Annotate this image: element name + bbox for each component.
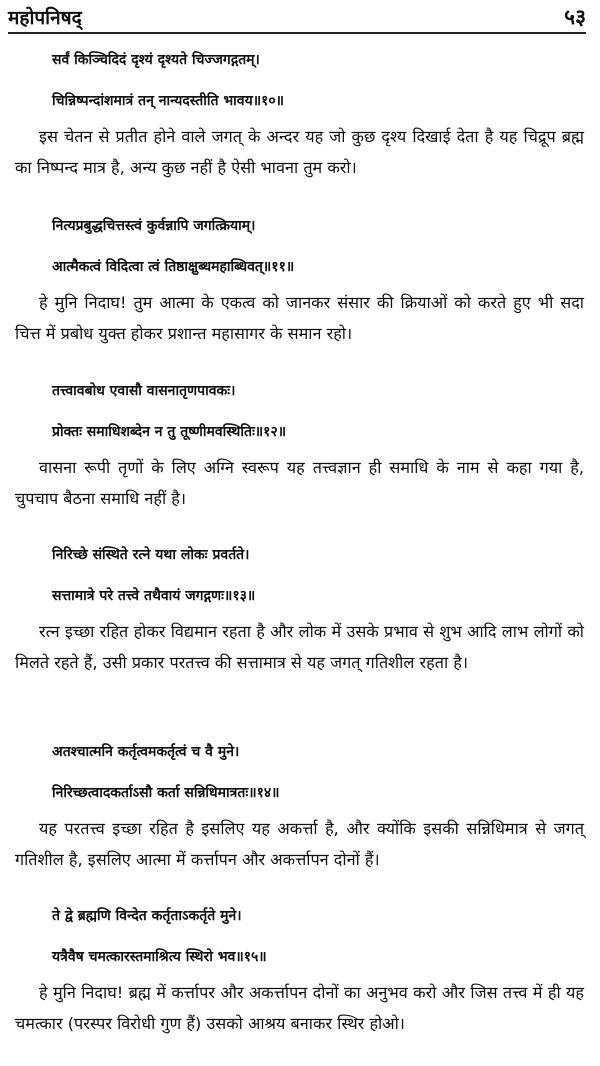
translation [0, 122, 600, 183]
verse-line: सत्तामात्रे परे तत्त्वे तथैवायं जगद्गणः॥१३॥ [52, 588, 256, 604]
verse-line: तत्त्वावबोध एवासौ वासनातृणपावकः। [52, 383, 236, 399]
verse-line: निरिच्छे संस्थिते रत्ने यथा लोकः प्रवर्तते। [52, 547, 250, 563]
verse-line: आत्मैकत्वं विदित्वा त्वं तिष्ठाक्षुब्धमहाब्धिवत्॥११॥ [52, 259, 295, 275]
translation [0, 453, 600, 514]
verse-line: अतश्चात्मनि कर्तृत्वमकर्तृत्वं च वै मुने। [52, 744, 240, 760]
translation [0, 814, 600, 875]
translation-first-line: हे मुनि निदाघ! ब्रह्म में कर्त्तापर और अकर्त्तापन दोनों का अनुभव करो और [39, 983, 465, 1002]
translation [0, 617, 600, 678]
translation-first-line: रत्न इच्छा रहित होकर विद्यमान रहता है और लोक में उसके प्रभाव से शुभ [39, 622, 462, 641]
translation-continuation: आदि लाभ लोगों को मिलते रहते हैं, उसी प्रकार परतत्त्व की सत्तामात्र से यह जगत् गतिशील रहता है। [15, 622, 584, 672]
translation-first-line: हे मुनि निदाघ! तुम आत्मा के एकत्व को जानकर संसार की क्रियाओं को [39, 293, 471, 312]
verse-section-12 [0, 371, 600, 514]
verse-section-14 [0, 732, 600, 875]
translation-continuation: करते हुए भी सदा चित्त में प्रबोध युक्त होकर प्रशान्त महासागर के समान रहो। [15, 293, 584, 343]
verse-line: प्रोक्तः समाधिशब्देन न तु तूष्णीमवस्थितिः॥१२॥ [52, 424, 287, 440]
verse-line: चिन्निष्पन्दांशमात्रं तन् नान्यदस्तीति भावय॥१०॥ [52, 93, 285, 109]
verse-section-10 [0, 40, 600, 183]
verse-line: यत्रैवैष चमत्कारस्तमाश्रित्य स्थिरो भव॥१५॥ [52, 949, 267, 965]
translation-continuation: सन्निधिमात्र से जगत् गतिशील है, इसलिए आत्मा में कर्त्तापन और अकर्त्तापन दोनों हैं। [15, 819, 584, 869]
book-title: महोपनिषद् [8, 7, 82, 29]
verse-line: सर्वं किञ्चिदिदं दृश्यं दृश्यते चिज्जगद्गतम्। [52, 52, 260, 68]
translation-first-line: इस चेतन से प्रतीत होने वाले जगत् के अन्दर यह जो कुछ दृश्य दिखाई देता [39, 127, 479, 146]
translation-continuation: जिस तत्त्व में ही यह चमत्कार (परस्पर विरोधी गुण हैं) उसको आश्रय बनाकर स्थिर होओ। [15, 983, 585, 1033]
translation [0, 288, 600, 349]
page-number: ५३ [564, 5, 586, 29]
verse-section-15 [0, 896, 600, 1039]
verse-section-13 [0, 535, 600, 678]
verse-line: निरिच्छत्वादकर्ताऽसौ कर्ता सन्निधिमात्रतः॥१४॥ [52, 785, 280, 801]
verse-section-11 [0, 206, 600, 349]
translation-first-line: वासना रूपी तृणों के लिए अग्नि स्वरूप यह तत्त्वज्ञान ही समाधि के नाम से [39, 458, 499, 477]
translation-first-line: यह परतत्त्व इच्छा रहित है इसलिए यह अकर्त्ता है, और क्योंकि इसकी [39, 819, 459, 838]
translation-continuation: कहा गया है, चुपचाप बैठना समाधि नहीं है। [15, 458, 584, 508]
verse-line: ते द्वे ब्रह्मणि विन्देत कर्तृताऽकर्तृते मुने। [52, 908, 242, 924]
page-header [8, 2, 586, 34]
verse-line: नित्यप्रबुद्धचित्तस्त्वं कुर्वन्नापि जगत्क्रियाम्। [52, 218, 256, 234]
translation-continuation: है यह चिद्रूप ब्रह्म का निष्पन्द मात्र है, अन्य कुछ नहीं है ऐसी भावना तुम करो। [15, 127, 584, 177]
translation [0, 978, 600, 1039]
